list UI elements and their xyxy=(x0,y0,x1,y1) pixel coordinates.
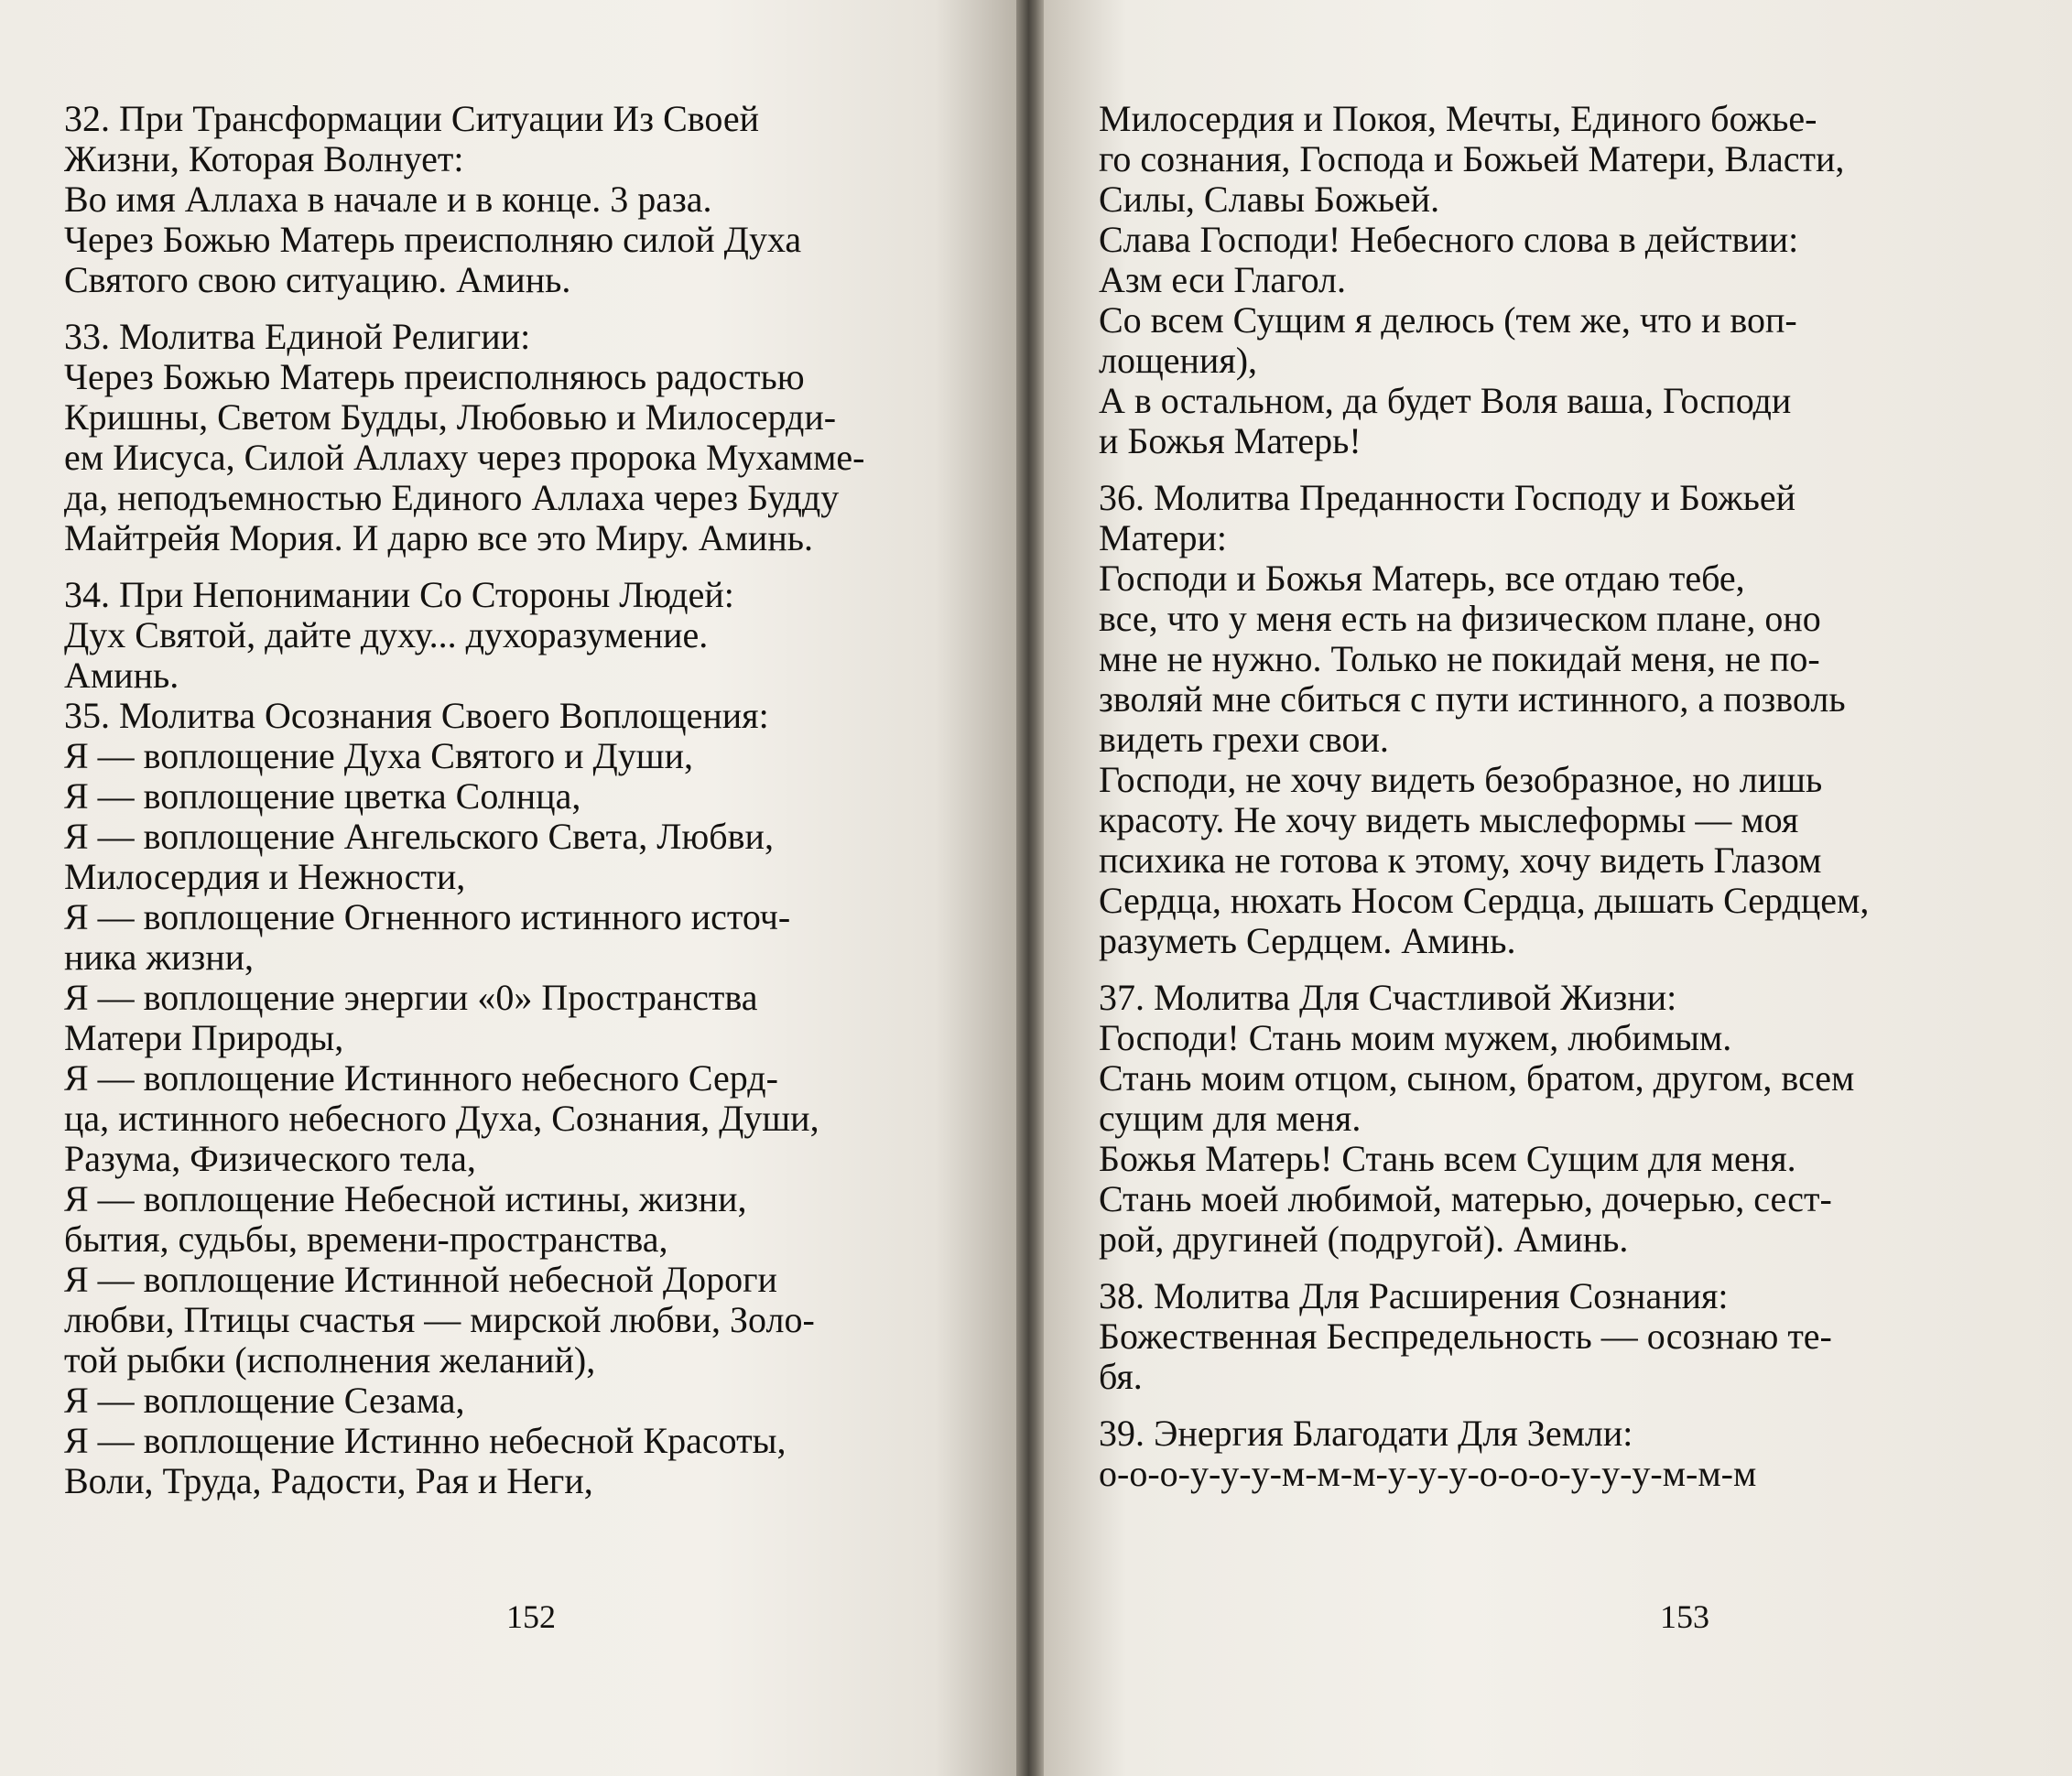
text-line: Я — воплощение энергии «0» Пространства xyxy=(64,977,758,1018)
text-line: видеть грехи свои. xyxy=(1099,719,1389,760)
text-line: лощения), xyxy=(1099,340,1258,381)
text-line: Святого свою ситуацию. Аминь. xyxy=(64,259,571,300)
left-page-text xyxy=(64,99,980,1501)
right-page-text xyxy=(1099,99,2028,1494)
book-gutter xyxy=(1016,0,1044,1776)
text-line: Дух Святой, дайте духу... духоразумение. xyxy=(64,614,709,655)
text-line: Жизни, Которая Волнует: xyxy=(64,138,464,179)
text-line: любви, Птицы счастья — мирской любви, Золо- xyxy=(64,1299,815,1340)
text-line: Силы, Славы Божьей. xyxy=(1099,179,1440,220)
text-line: бя. xyxy=(1099,1356,1143,1397)
paragraph-gap xyxy=(1099,1260,2028,1276)
text-line: Стань моей любимой, матерью, дочерью, сест- xyxy=(1099,1178,1832,1219)
text-line: Со всем Сущим я делюсь (тем же, что и воп- xyxy=(1099,299,1797,341)
text-line: Кришны, Светом Будды, Любовью и Милосерди- xyxy=(64,396,837,438)
text-line: А в остальном, да будет Воля ваша, Господи xyxy=(1099,380,1792,421)
text-line: да, неподъемностью Единого Аллаха через Будду xyxy=(64,477,840,518)
text-line: Я — воплощение Огненного истинного источ- xyxy=(64,896,791,937)
text-line: ца, истинного небесного Духа, Сознания, Души, xyxy=(64,1098,819,1139)
text-line: и Божья Матерь! xyxy=(1099,420,1361,461)
text-line: Господи и Божья Матерь, все отдаю тебе, xyxy=(1099,558,1745,599)
text-line: мне не нужно. Только не покидай меня, не по- xyxy=(1099,638,1820,679)
text-line: 35. Молитва Осознания Своего Воплощения: xyxy=(64,695,769,736)
right-page xyxy=(1044,0,2072,1776)
text-line: Через Божью Матерь преисполняю силой Духа xyxy=(64,219,802,260)
paragraph-gap xyxy=(1099,961,2028,978)
text-line: Азм еси Глагол. xyxy=(1099,259,1347,300)
text-line: сущим для меня. xyxy=(1099,1098,1361,1139)
left-page xyxy=(0,0,1016,1776)
text-line: зволяй мне сбиться с пути истинного, а позволь xyxy=(1099,678,1846,720)
text-line: Матери Природы, xyxy=(64,1017,344,1058)
text-line: Я — воплощение Ангельского Света, Любви, xyxy=(64,816,774,857)
text-line: Господи, не хочу видеть безобразное, но лишь xyxy=(1099,759,1823,800)
text-line: Я — воплощение Духа Святого и Души, xyxy=(64,735,693,776)
text-line: Через Божью Матерь преисполняюсь радостью xyxy=(64,356,805,397)
text-line: Я — воплощение Истинно небесной Красоты, xyxy=(64,1420,786,1461)
text-line: разуметь Сердцем. Аминь. xyxy=(1099,920,1516,961)
paragraph-gap xyxy=(1099,1397,2028,1413)
text-line: го сознания, Господа и Божьей Матери, Власти, xyxy=(1099,138,1845,179)
text-line: Божья Матерь! Стань всем Сущим для меня. xyxy=(1099,1138,1796,1179)
text-line: Милосердия и Покоя, Мечты, Единого божье- xyxy=(1099,98,1817,139)
text-line: Божественная Беспредельность — осознаю те- xyxy=(1099,1316,1832,1357)
text-line: Сердца, нюхать Носом Сердца, дышать Сердцем, xyxy=(1099,880,1870,921)
text-line: Разума, Физического тела, xyxy=(64,1138,476,1179)
text-line: Воли, Труда, Радости, Рая и Неги, xyxy=(64,1460,593,1501)
text-line: 39. Энергия Благодати Для Земли: xyxy=(1099,1413,1633,1454)
text-line: Я — воплощение Истинной небесной Дороги xyxy=(64,1259,777,1300)
text-line: Я — воплощение Истинного небесного Серд- xyxy=(64,1057,778,1099)
page-number-right: 153 xyxy=(1660,1598,1709,1635)
text-line: 34. При Непонимании Со Стороны Людей: xyxy=(64,574,734,615)
text-line: Милосердия и Нежности, xyxy=(64,856,466,897)
text-line: 36. Молитва Преданности Господу и Божьей xyxy=(1099,477,1796,518)
text-line: 32. При Трансформации Ситуации Из Своей xyxy=(64,98,760,139)
text-line: Майтрейя Мория. И дарю все это Миру. Аминь. xyxy=(64,517,813,558)
text-line: Стань моим отцом, сыном, братом, другом, всем xyxy=(1099,1057,1855,1099)
text-line: Я — воплощение Сезама, xyxy=(64,1380,465,1421)
paragraph-gap xyxy=(64,300,980,317)
text-line: Матери: xyxy=(1099,517,1228,558)
text-line: о-о-о-у-у-у-м-м-м-у-у-у-о-о-о-у-у-у-м-м-м xyxy=(1099,1453,1757,1494)
text-line: бытия, судьбы, времени-пространства, xyxy=(64,1218,668,1260)
text-line: 33. Молитва Единой Религии: xyxy=(64,316,531,357)
text-line: все, что у меня есть на физическом плане, оно xyxy=(1099,598,1821,639)
text-line: ника жизни, xyxy=(64,937,255,978)
paragraph-gap xyxy=(1099,461,2028,478)
text-line: Аминь. xyxy=(64,655,179,696)
text-line: Во имя Аллаха в начале и в конце. 3 раза. xyxy=(64,179,712,220)
text-line: Господи! Стань моим мужем, любимым. xyxy=(1099,1017,1732,1058)
text-line: рой, другиней (подругой). Аминь. xyxy=(1099,1218,1629,1260)
text-line: красоту. Не хочу видеть мыслеформы — моя xyxy=(1099,799,1799,840)
text-line: 38. Молитва Для Расширения Сознания: xyxy=(1099,1275,1729,1316)
text-line: Я — воплощение цветка Солнца, xyxy=(64,775,581,817)
text-line: той рыбки (исполнения желаний), xyxy=(64,1339,596,1381)
text-line: Я — воплощение Небесной истины, жизни, xyxy=(64,1178,747,1219)
text-line: 37. Молитва Для Счастливой Жизни: xyxy=(1099,977,1677,1018)
text-line: психика не готова к этому, хочу видеть Глазом xyxy=(1099,839,1822,881)
paragraph-gap xyxy=(64,558,980,575)
text-line: Слава Господи! Небесного слова в действии: xyxy=(1099,219,1799,260)
page-number-left: 152 xyxy=(506,1598,556,1635)
text-line: ем Иисуса, Силой Аллаху через пророка Мухамме- xyxy=(64,437,865,478)
